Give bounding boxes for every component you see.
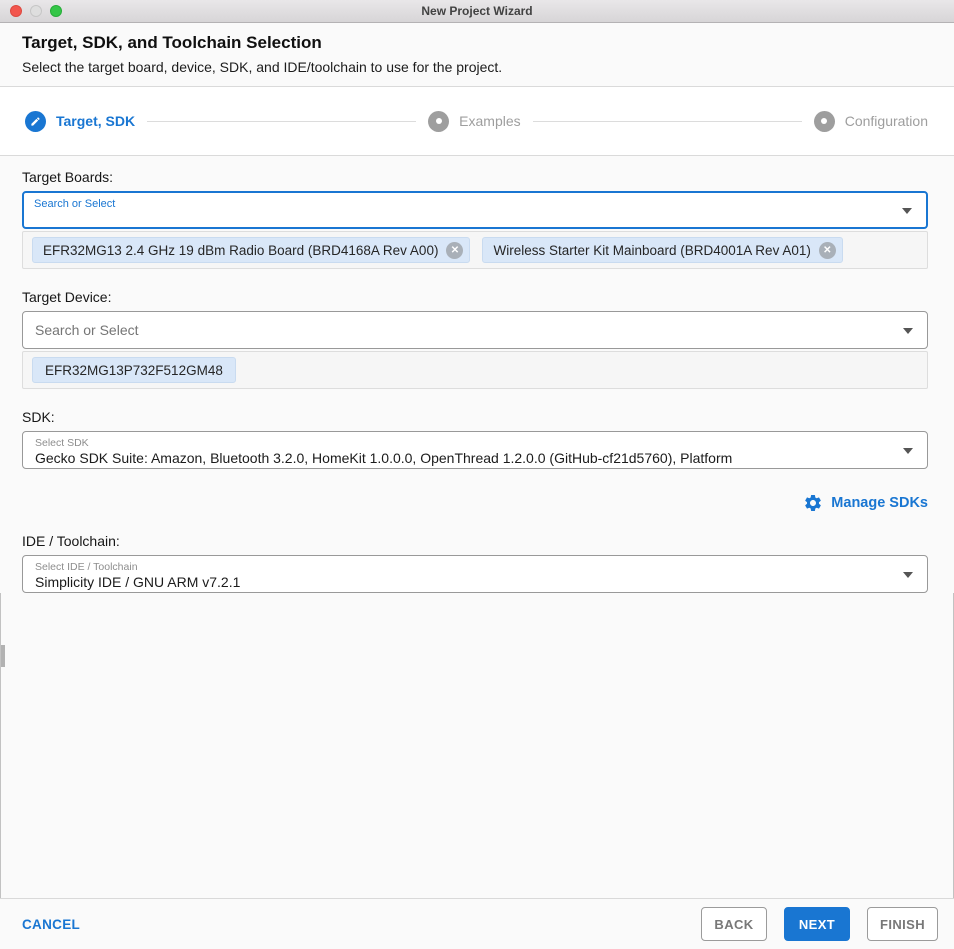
- step-configuration[interactable]: [814, 111, 928, 132]
- target-boards-placeholder: Search or Select: [34, 198, 116, 210]
- target-device-combobox[interactable]: [22, 311, 928, 349]
- wizard-header: [0, 23, 954, 87]
- selection-chip: [32, 237, 470, 263]
- finish-button[interactable]: FINISH: [867, 907, 938, 941]
- chevron-down-icon[interactable]: [902, 208, 912, 214]
- step-examples[interactable]: [428, 111, 520, 132]
- target-boards-label: Target Boards:: [22, 169, 114, 185]
- ide-toolchain-label: IDE / Toolchain:: [22, 533, 120, 549]
- target-device-label: Target Device:: [22, 289, 112, 305]
- ide-toolchain-select[interactable]: [22, 555, 928, 593]
- stepper-connector: [533, 121, 802, 122]
- sdk-label: SDK:: [22, 409, 55, 425]
- chevron-down-icon[interactable]: [903, 448, 913, 454]
- sdk-selected-value: Gecko SDK Suite: Amazon, Bluetooth 3.2.0, HomeKit 1.0.0.0, OpenThread 1.2.0.0 (GitHub-cf21d5760), Platform: [35, 450, 733, 466]
- sdk-select[interactable]: [22, 431, 928, 469]
- cancel-button[interactable]: CANCEL: [22, 916, 81, 932]
- chevron-down-icon[interactable]: [903, 572, 913, 578]
- chip-label: Wireless Starter Kit Mainboard (BRD4001A Rev A01): [493, 242, 811, 258]
- step-label: Target, SDK: [56, 113, 136, 129]
- target-boards-chips: [22, 231, 928, 269]
- wizard-footer: [0, 898, 954, 949]
- gear-icon: [803, 493, 823, 513]
- target-boards-combobox[interactable]: [22, 191, 928, 229]
- pencil-icon: [25, 111, 46, 132]
- scrollbar-thumb[interactable]: [1, 645, 5, 667]
- target-device-placeholder: Search or Select: [35, 322, 139, 338]
- next-button[interactable]: NEXT: [784, 907, 850, 941]
- chevron-down-icon[interactable]: [903, 328, 913, 334]
- sdk-select-floating-label: Select SDK: [35, 437, 89, 449]
- ide-toolchain-selected-value: Simplicity IDE / GNU ARM v7.2.1: [35, 574, 241, 590]
- page-title: Target, SDK, and Toolchain Selection: [22, 33, 322, 52]
- chip-remove-icon[interactable]: ✕: [819, 242, 836, 259]
- chip-label: EFR32MG13P732F512GM48: [45, 362, 223, 378]
- step-target-sdk[interactable]: [25, 111, 135, 132]
- step-label: Configuration: [844, 113, 928, 129]
- stepper-connector: [147, 121, 416, 122]
- chip-label: EFR32MG13 2.4 GHz 19 dBm Radio Board (BRD4168A Rev A00): [43, 242, 439, 258]
- selection-chip: [32, 357, 236, 383]
- wizard-content: [0, 156, 954, 593]
- chip-remove-icon[interactable]: ✕: [446, 242, 463, 259]
- dot-icon: [428, 111, 449, 132]
- window-title: New Project Wizard: [421, 4, 533, 18]
- titlebar: [0, 0, 954, 23]
- manage-sdks-label: Manage SDKs: [831, 495, 928, 511]
- dot-icon: [814, 111, 835, 132]
- target-device-chips: [22, 351, 928, 389]
- selection-chip: [482, 237, 842, 263]
- back-button[interactable]: BACK: [701, 907, 767, 941]
- wizard-stepper: [0, 87, 954, 156]
- manage-sdks-link[interactable]: [22, 493, 928, 513]
- step-label: Examples: [459, 113, 521, 129]
- ide-toolchain-floating-label: Select IDE / Toolchain: [35, 561, 138, 573]
- page-subtitle: Select the target board, device, SDK, and IDE/toolchain to use for the project.: [22, 59, 503, 75]
